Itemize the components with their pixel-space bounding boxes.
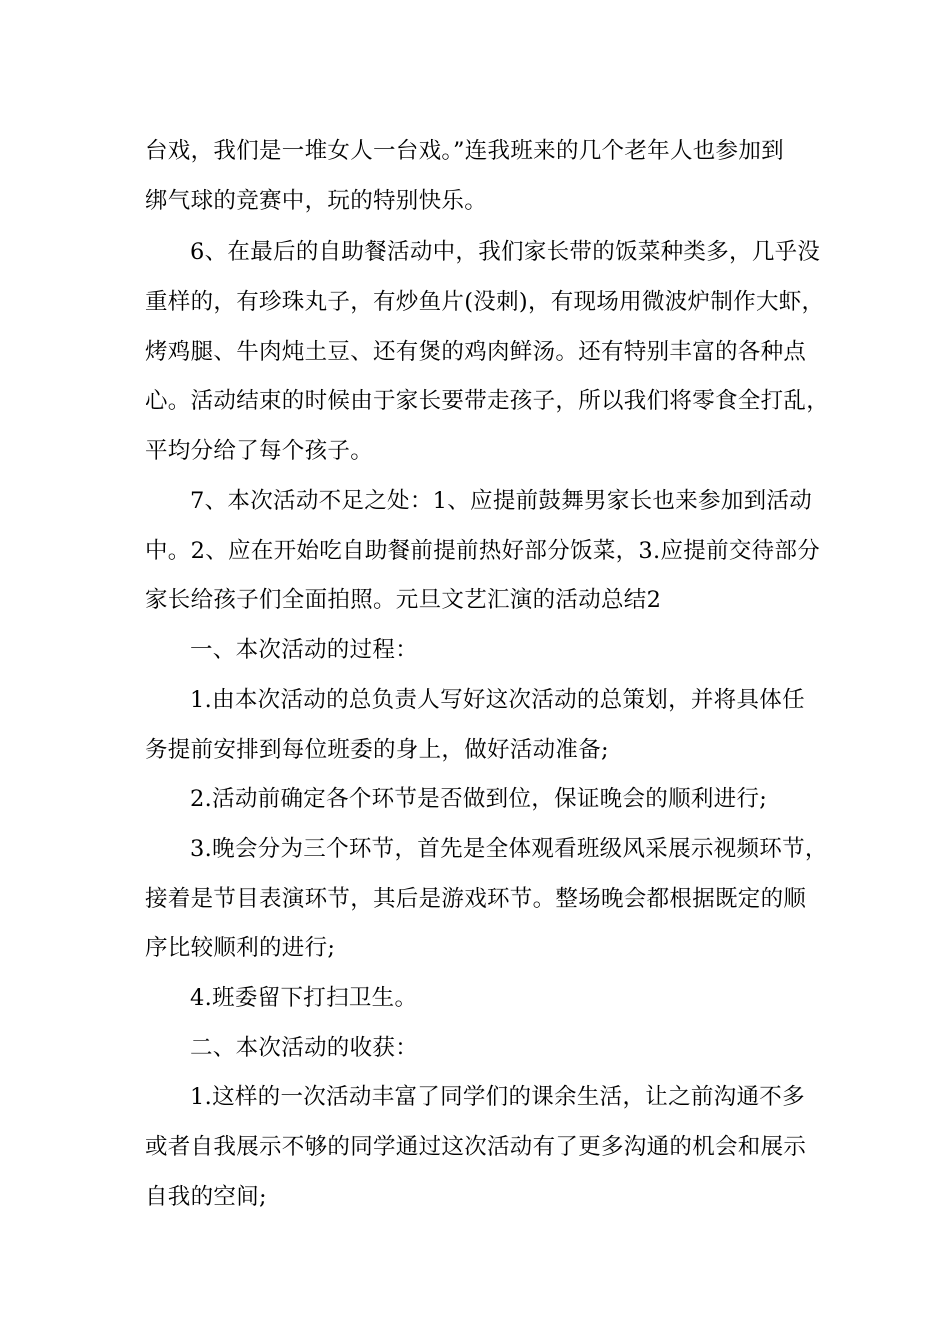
text-line: 1.这样的一次活动丰富了同学们的课余生活，让之前沟通不多 <box>190 1084 805 1110</box>
text-line: 或者自我展示不够的同学通过这次活动有了更多沟通的机会和展示 <box>145 1134 807 1160</box>
text-line: 绑气球的竞赛中，玩的特别快乐。 <box>145 188 488 214</box>
section-heading: 二、本次活动的收获： <box>190 1035 419 1061</box>
text-line: 重样的，有珍珠丸子，有炒鱼片(没刺)，有现场用微波炉制作大虾， <box>145 289 825 315</box>
text-line: 3.晚会分为三个环节，首先是全体观看班级风采展示视频环节， <box>190 836 828 862</box>
text-line: 6、在最后的自助餐活动中，我们家长带的饭菜种类多，几乎没 <box>190 239 821 265</box>
text-line: 自我的空间; <box>145 1184 267 1210</box>
text-line: 4.班委留下打扫卫生。 <box>190 985 418 1011</box>
text-line: 1.由本次活动的总负责人写好这次活动的总策划，并将具体任 <box>190 687 805 713</box>
text-line: 接着是节目表演环节，其后是游戏环节。整场晚会都根据既定的顺 <box>145 886 807 912</box>
text-line: 台戏，我们是一堆女人一台戏。”连我班来的几个老年人也参加到 <box>145 138 784 164</box>
text-line: 心。活动结束的时候由于家长要带走孩子，所以我们将零食全打乱， <box>145 388 830 414</box>
text-line: 家长给孩子们全面拍照。元旦文艺汇演的活动总结2 <box>145 587 662 613</box>
text-line: 序比较顺利的进行; <box>145 935 336 961</box>
text-line: 务提前安排到每位班委的身上，做好活动准备; <box>145 737 609 763</box>
text-line: 烤鸡腿、牛肉炖土豆、还有煲的鸡肉鲜汤。还有特别丰富的各种点 <box>145 339 807 365</box>
section-heading: 一、本次活动的过程： <box>190 637 419 663</box>
text-line: 中。2、应在开始吃自助餐前提前热好部分饭菜，3.应提前交待部分 <box>145 538 821 564</box>
text-line: 2.活动前确定各个环节是否做到位，保证晚会的顺利进行; <box>190 786 768 812</box>
text-line: 7、本次活动不足之处：1、应提前鼓舞男家长也来参加到活动 <box>190 488 813 514</box>
text-line: 平均分给了每个孩子。 <box>145 438 374 464</box>
